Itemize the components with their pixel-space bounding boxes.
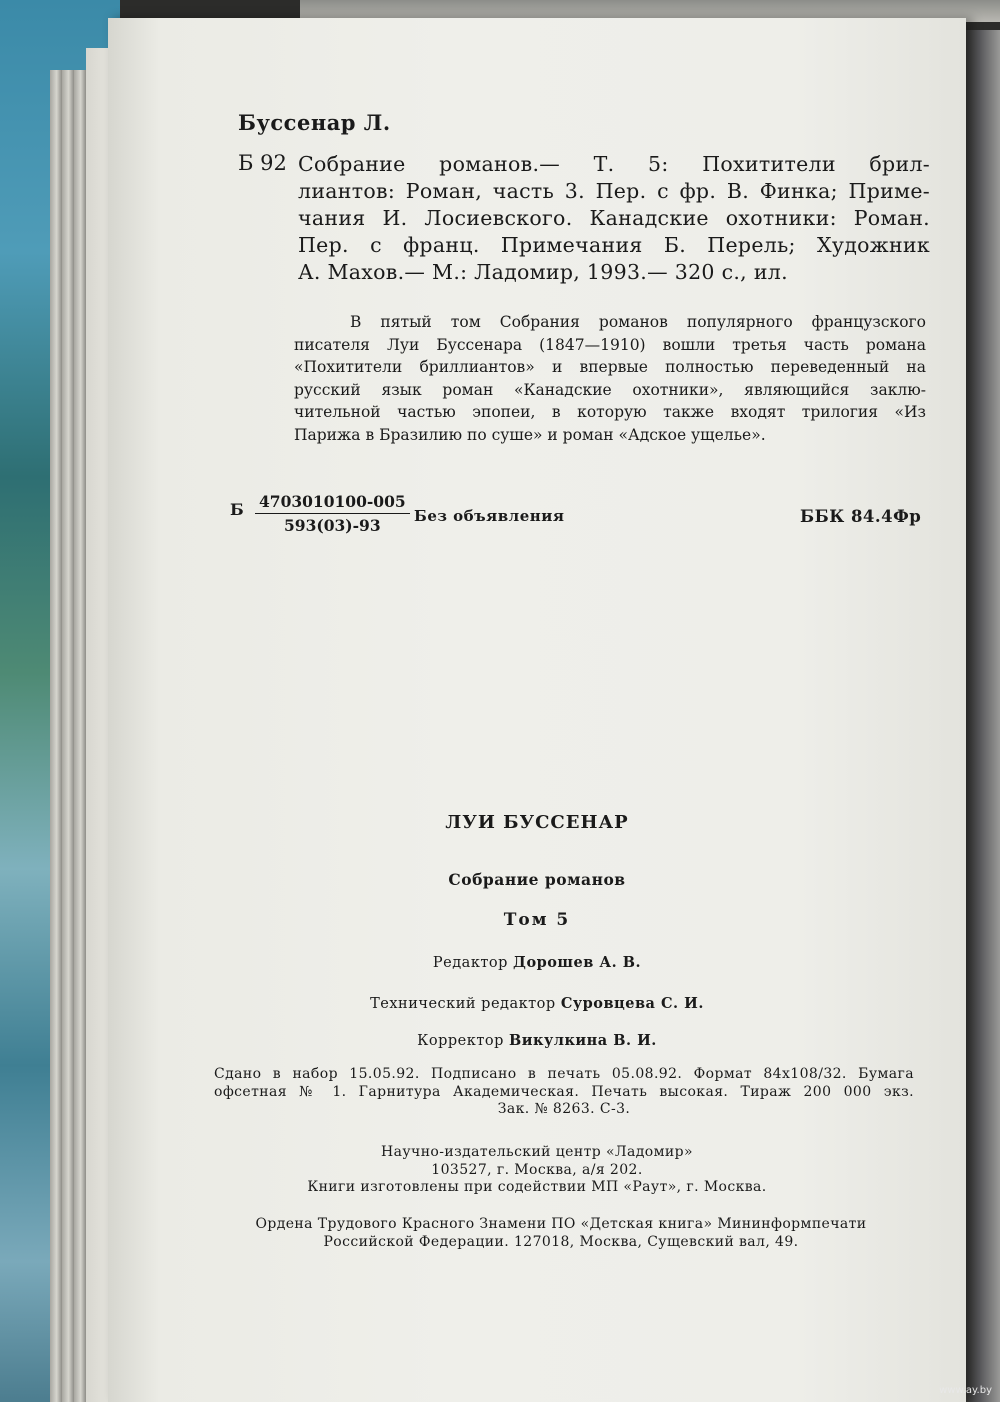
series-title: Собрание романов bbox=[448, 870, 626, 889]
title-author: ЛУИ БУССЕНАР bbox=[445, 812, 629, 833]
imprint-line: Зак. № 8263. С-3. bbox=[497, 1101, 631, 1117]
annotation-line: чительной частью эпопеи, в которую также входят трилогия «Из bbox=[294, 403, 926, 421]
biblio-line: А. Махов.— М.: Ладомир, 1993.— 320 с., ил. bbox=[298, 260, 788, 284]
volume-label: Том 5 bbox=[503, 910, 571, 930]
annotation bbox=[294, 311, 926, 446]
annotation-line: В пятый том Собрания романов популярного французского bbox=[350, 313, 926, 331]
publisher-line: Научно-издательский центр «Ладомир» bbox=[381, 1144, 693, 1160]
staff-role: Корректор bbox=[417, 1033, 504, 1049]
staff-name: Суровцева С. И. bbox=[560, 995, 704, 1012]
imprint-line: офсетная № 1. Гарнитура Академическая. Печать высокая. Тираж 200 000 экз. bbox=[214, 1083, 914, 1100]
printer-line: Российской Федерации. 127018, Москва, Сущевский вал, 49. bbox=[323, 1233, 799, 1250]
printer-info bbox=[208, 1216, 914, 1251]
page-edge bbox=[62, 70, 74, 1402]
watermark: www.ay.by bbox=[939, 1385, 992, 1396]
page-edge bbox=[74, 70, 86, 1402]
biblio-line: лиантов: Роман, часть 3. Пер. с фр. В. Финка; Приме- bbox=[298, 179, 930, 203]
index-numerator: 4703010100-005 bbox=[255, 492, 410, 514]
staff-name: Дорошев А. В. bbox=[513, 954, 642, 971]
page-edge bbox=[50, 70, 62, 1402]
staff-role: Технический редактор bbox=[370, 996, 556, 1012]
author-short: Буссенар Л. bbox=[238, 110, 391, 135]
no-announcement-note: Без объявления bbox=[414, 507, 565, 525]
book-page bbox=[108, 18, 966, 1402]
biblio-line: Собрание романов.— Т. 5: Похитители брил- bbox=[298, 152, 930, 176]
staff-name: Викулкина В. И. bbox=[508, 1032, 657, 1049]
index-letter: Б bbox=[230, 500, 244, 519]
publisher-line: Книги изготовлены при содействии МП «Раут», г. Москва. bbox=[307, 1179, 767, 1195]
publisher-info bbox=[108, 1144, 966, 1197]
index-denominator: 593(03)-93 bbox=[284, 516, 381, 535]
right-page-edge bbox=[966, 30, 1000, 1402]
imprint-details bbox=[214, 1066, 914, 1119]
annotation-line: Парижа в Бразилию по суше» и роман «Адское ущелье». bbox=[294, 425, 766, 444]
technical-editor-line bbox=[108, 995, 966, 1012]
imprint-line: Сдано в набор 15.05.92. Подписано в печать 05.08.92. Формат 84x108/32. Бумага bbox=[214, 1066, 914, 1082]
publisher-line: 103527, г. Москва, а/я 202. bbox=[431, 1161, 643, 1178]
classification-code: Б 92 bbox=[238, 151, 287, 175]
index-fraction bbox=[255, 492, 410, 535]
proofreader-line bbox=[108, 1032, 966, 1049]
bbk-code: ББК 84.4Фр bbox=[800, 507, 922, 526]
editor-line bbox=[108, 954, 966, 971]
printer-line: Ордена Трудового Красного Знамени ПО «Детская книга» Мининформпечати bbox=[255, 1216, 867, 1232]
biblio-line: чания И. Лосиевского. Канадские охотники: Роман. bbox=[298, 206, 930, 230]
bibliographic-description bbox=[298, 151, 930, 286]
annotation-line: русский язык роман «Канадские охотники», являющийся заклю- bbox=[294, 380, 926, 399]
annotation-line: «Похитители бриллиантов» и впервые полностью переведенный на bbox=[294, 358, 926, 376]
biblio-line: Пер. с франц. Примечания Б. Перель; Художник bbox=[298, 233, 930, 257]
staff-role: Редактор bbox=[432, 955, 508, 971]
annotation-line: писателя Луи Буссенара (1847—1910) вошли третья часть романа bbox=[294, 335, 926, 354]
